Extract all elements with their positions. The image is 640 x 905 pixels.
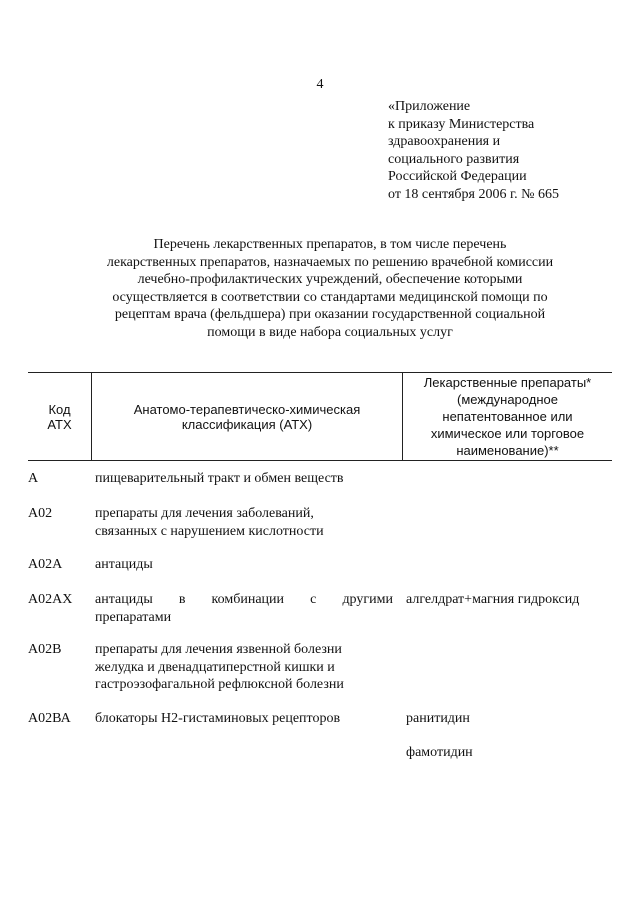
atc-classification <box>95 470 393 488</box>
atc-classification <box>95 591 393 626</box>
classification-word: другими <box>342 592 393 607</box>
annex-line: от 18 сентября 2006 г. № 665 <box>388 186 559 202</box>
drug-name: фамотидин <box>406 745 473 760</box>
header-drugs-line: непатентованное или <box>442 409 573 424</box>
title-line: рецептам врача (фельдшера) при оказании государственной социальной <box>114 307 546 322</box>
classification-word: комбинации <box>211 592 285 607</box>
atc-classification <box>95 556 393 574</box>
atc-classification <box>95 505 393 540</box>
title-line: помощи в виде набора социальных услуг <box>207 324 453 340</box>
header-code-line: АТХ <box>47 416 72 432</box>
classification-line <box>95 591 393 609</box>
classification-line: антациды <box>95 557 153 572</box>
title-line: осуществляется в соответствии со стандартами медицинской помощи по <box>112 289 548 305</box>
classification-word: антациды <box>95 592 153 607</box>
classification-line: желудка и двенадцатиперстной кишки и <box>95 659 335 675</box>
classification-line: препараты для лечения заболеваний, <box>95 506 314 521</box>
classification-line: блокаторы Н2-гистаминовых рецепторов <box>95 711 341 726</box>
classification-line: связанных с нарушением кислотности <box>95 523 324 539</box>
atc-code: А02В <box>28 642 62 657</box>
drug-name: ранитидин <box>406 711 470 726</box>
title-line: лекарственных препаратов, назначаемых по решению врачебной комиссии <box>106 254 554 270</box>
classification-line: пищеварительный тракт и обмен веществ <box>95 471 344 486</box>
drug-name: алгелдрат+магния гидроксид <box>406 592 580 607</box>
page-number: 4 <box>316 77 324 92</box>
atc-code: А02ВА <box>28 711 71 726</box>
annex-line: социального развития <box>388 151 520 167</box>
title-line: Перечень лекарственных препаратов, в том числе перечень <box>153 237 507 252</box>
annex-line: здравоохранения и <box>388 134 501 149</box>
header-drugs-line: (международное <box>457 392 558 407</box>
header-classification-line: классификация (АТХ) <box>181 416 313 432</box>
header-classification-line: Анатомо-терапевтическо-химическая <box>133 401 361 417</box>
header-code-line: Код <box>48 401 71 417</box>
header-drugs-line: химическое или торговое <box>430 426 585 441</box>
table-header <box>28 372 612 461</box>
atc-code: А02АХ <box>28 592 73 607</box>
classification-word: с <box>310 592 317 607</box>
classification-word: в <box>178 592 186 607</box>
header-drugs <box>403 373 612 460</box>
atc-classification <box>95 641 393 694</box>
classification-line: гастроэзофагальной рефлюксной болезни <box>95 677 344 692</box>
title-line: лечебно-профилактических учреждений, обеспечение которыми <box>137 272 523 287</box>
atc-code: А02А <box>28 557 63 572</box>
atc-code: А02 <box>28 506 53 521</box>
header-drugs-line: Лекарственные препараты* <box>423 375 592 390</box>
classification-line: препараты для лечения язвенной болезни <box>95 642 342 657</box>
atc-code: А <box>28 471 39 486</box>
classification-line: препаратами <box>95 609 172 625</box>
document-title <box>60 236 600 341</box>
annex-reference <box>388 98 559 203</box>
header-classification <box>92 373 403 460</box>
annex-line: к приказу Министерства <box>388 116 535 132</box>
annex-line: Российской Федерации <box>388 169 527 184</box>
annex-line: «Приложение <box>388 99 471 114</box>
atc-classification <box>95 710 393 728</box>
header-code <box>28 373 92 460</box>
header-drugs-line: наименование)** <box>456 443 559 458</box>
